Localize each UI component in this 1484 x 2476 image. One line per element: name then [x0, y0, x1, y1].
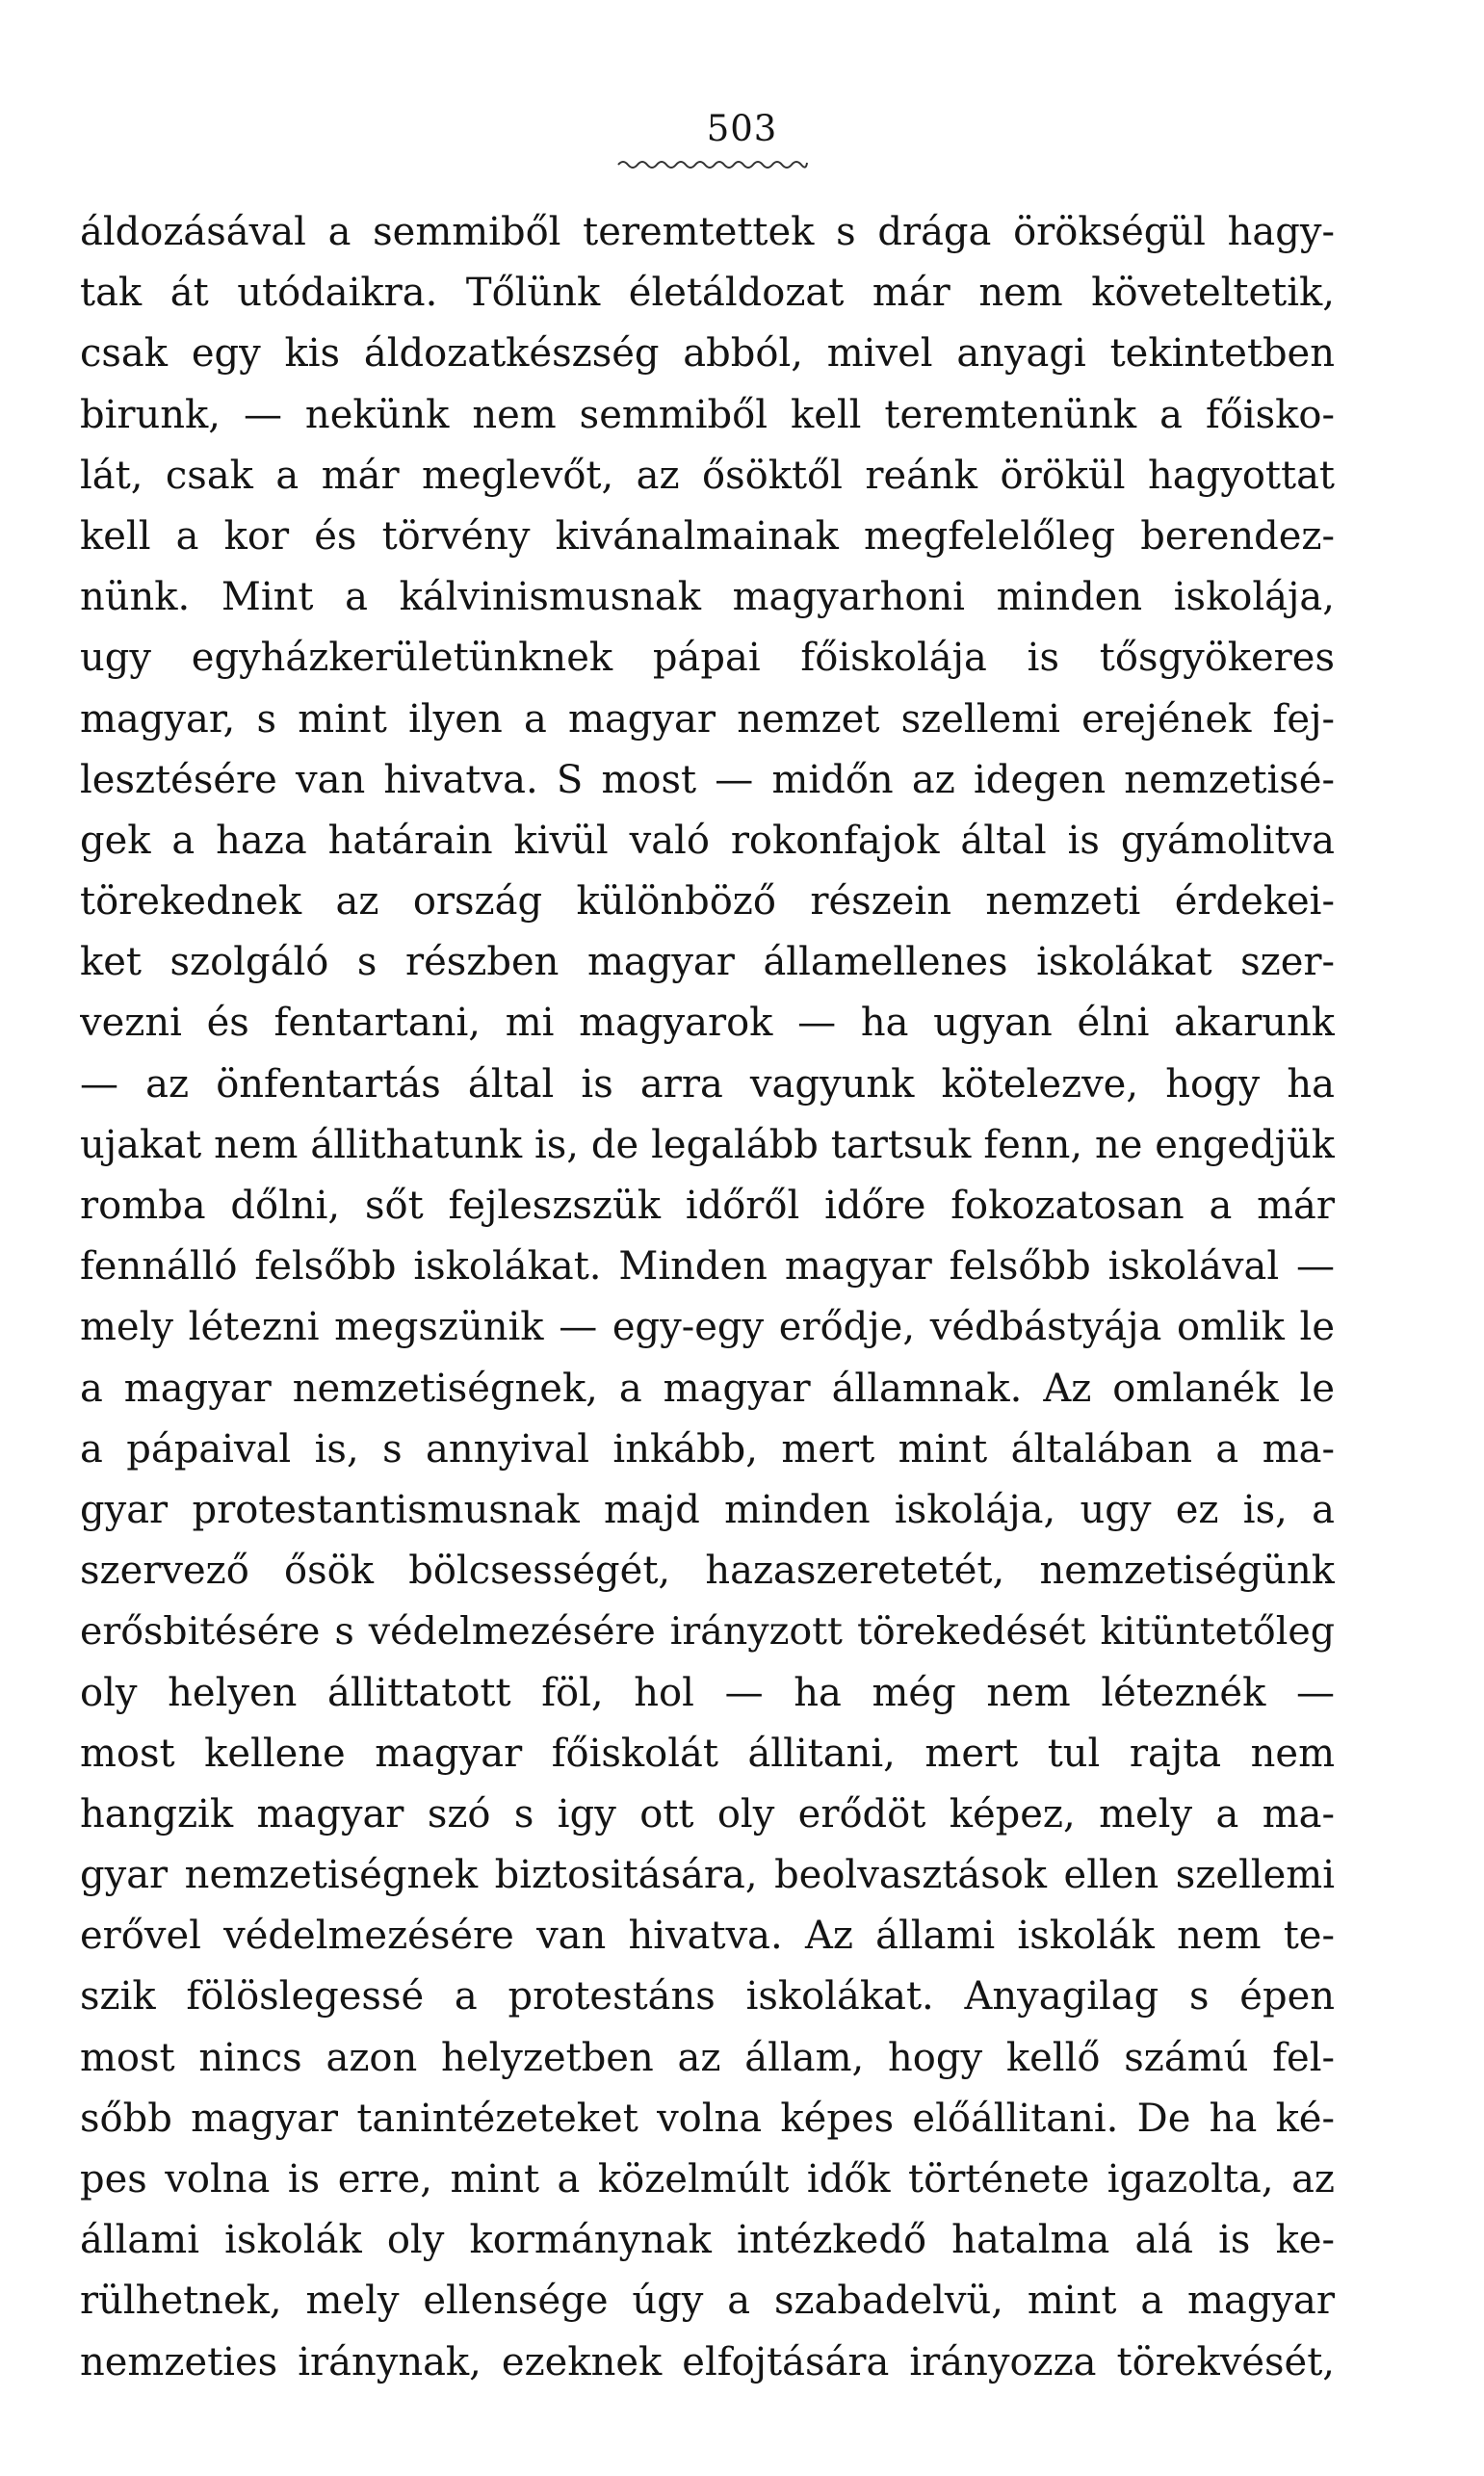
text-line: lát, csak a már meglevőt, az ősöktől reánk örökül hagyottat: [80, 453, 1335, 498]
text-line: gek a haza határain kivül való rokonfajok által is gyámolitva: [80, 818, 1335, 863]
text-line: szervező ősök bölcsességét, hazaszeretetét, nemzetiségünk: [80, 1549, 1335, 1594]
text-line: — az önfentartás által is arra vagyunk kötelezve, hogy ha: [80, 1061, 1335, 1107]
text-line: tak át utódaikra. Tőlünk életáldozat már nem követeltetik,: [80, 271, 1335, 316]
text-line: hangzik magyar szó s igy ott oly erődöt képez, mely a ma-: [80, 1791, 1335, 1837]
text-line: vezni és fentartani, mi magyarok — ha ugyan élni akarunk: [80, 1001, 1335, 1046]
text-line: romba dőlni, sőt fejleszszük időről időre fokozatosan a már: [80, 1184, 1335, 1228]
body-text: [80, 202, 1335, 2393]
text-line: kell a kor és törvény kivánalmainak megfelelőleg berendez-: [80, 513, 1335, 559]
text-line: nünk. Mint a kálvinismusnak magyarhoni minden iskolája,: [80, 575, 1335, 620]
text-line: állami iskolák oly kormánynak intézkedő hatalma alá is ke-: [80, 2218, 1335, 2263]
text-line: gyar nemzetiségnek biztositására, beolvasztások ellen szellemi: [80, 1853, 1335, 1898]
text-line: magyar, s mint ilyen a magyar nemzet szellemi erejének fej-: [80, 696, 1335, 742]
text-line: most kellene magyar főiskolát állitani, mert tul rajta nem: [80, 1731, 1335, 1776]
text-line: törekednek az ország különböző részein nemzeti érdekei-: [80, 879, 1335, 925]
wavy-rule-ornament: [616, 157, 809, 170]
text-line: birunk, — nekünk nem semmiből kell teremtenünk a főisko-: [80, 392, 1335, 437]
text-line: oly helyen állittatott föl, hol — ha még nem léteznék —: [80, 1670, 1335, 1715]
text-line: ugy egyházkerületünknek pápai főiskolája is tősgyökeres: [80, 636, 1335, 681]
text-line: ket szolgáló s részben magyar államellenes iskolákat szer-: [80, 940, 1335, 985]
text-line: ujakat nem állithatunk is, de legalább tartsuk fenn, ne engedjük: [80, 1122, 1335, 1167]
text-line: nemzeties iránynak, ezeknek elfojtására irányozza törekvését,: [80, 2339, 1335, 2385]
page-number: 503: [706, 108, 778, 149]
text-line: szik fölöslegessé a protestáns iskolákat. Anyagilag s épen: [80, 1974, 1335, 2020]
text-line: lesztésére van hivatva. S most — midőn az idegen nemzetisé-: [80, 757, 1335, 802]
text-line: áldozásával a semmiből teremtettek s drága örökségül hagy-: [80, 210, 1335, 254]
text-line: most nincs azon helyzetben az állam, hogy kellő számú fel-: [80, 2035, 1335, 2080]
text-line: rülhetnek, mely ellensége úgy a szabadelvü, mint a magyar: [80, 2279, 1335, 2324]
text-line: a magyar nemzetiségnek, a magyar államnak. Az omlanék le: [80, 1366, 1335, 1411]
text-line: csak egy kis áldozatkészség abból, mivel anyagi tekintetben: [80, 331, 1335, 377]
text-line: erősbitésére s védelmezésére irányzott törekedését kitüntetőleg: [80, 1609, 1335, 1655]
text-line: gyar protestantismusnak majd minden iskolája, ugy ez is, a: [80, 1487, 1335, 1532]
text-line: a pápaival is, s annyival inkább, mert mint általában a ma-: [80, 1426, 1335, 1472]
text-line: pes volna is erre, mint a közelmúlt idők története igazolta, az: [80, 2157, 1335, 2202]
text-line: erővel védelmezésére van hivatva. Az állami iskolák nem te-: [80, 1914, 1335, 1959]
text-line: mely létezni megszünik — egy-egy erődje, védbástyája omlik le: [80, 1305, 1335, 1350]
text-line: fennálló felsőbb iskolákat. Minden magyar felsőbb iskolával —: [80, 1244, 1335, 1290]
text-line: sőbb magyar tanintézeteket volna képes előállitani. De ha ké-: [80, 2096, 1335, 2141]
